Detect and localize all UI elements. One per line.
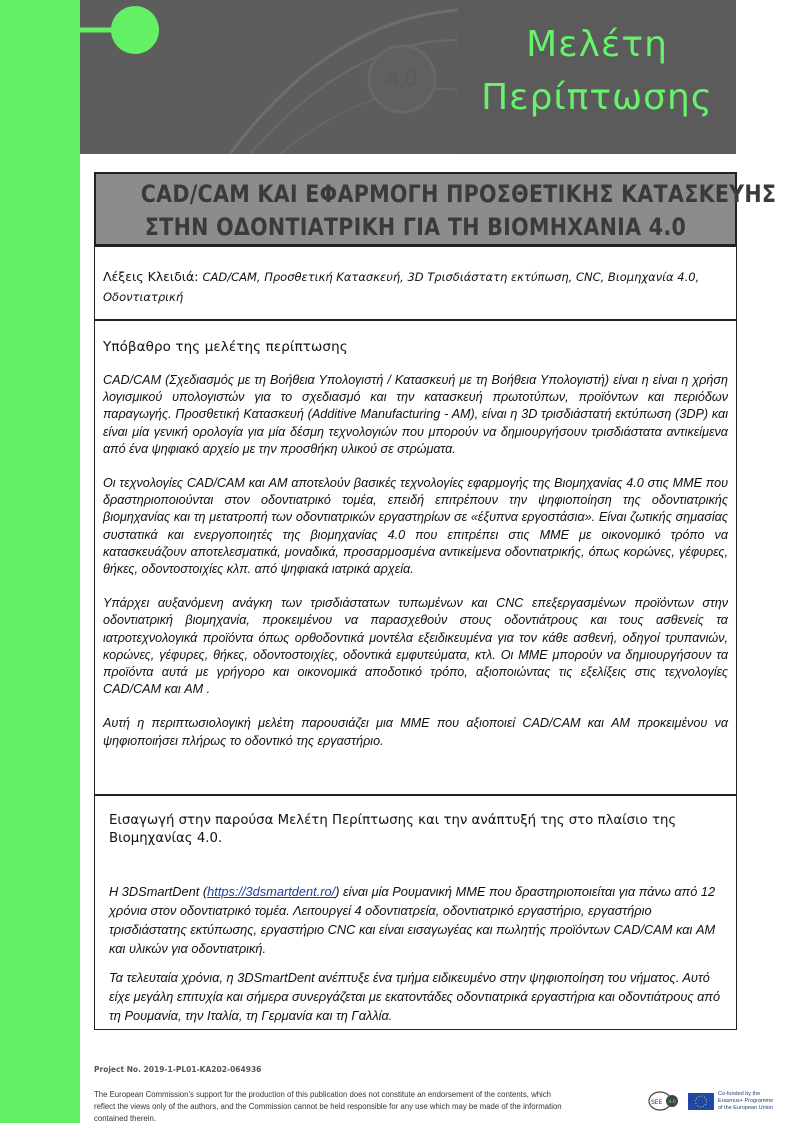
eu-text-line3: of the European Union bbox=[718, 1105, 774, 1111]
introduction-section bbox=[94, 795, 737, 1030]
banner-graphic bbox=[80, 0, 458, 154]
eu-disclaimer: The European Commission's support for the production of this publication does not constitute an endorsement of the contents, which reflect the views only of the authors, and the Commission cannot be held responsible for any use which may be made of the information contained therein. bbox=[94, 1090, 562, 1123]
introduction-paragraph-2: Τα τελευταία χρόνια, η 3DSmartDent ανέπτυξε ένα τμήμα ειδικευμένο στην ψηφιοποίηση του νήματος. Αυτό είχε μεγάλη επιτυχία και σήμερα συνεργάζεται με εκατοντάδες οδοντιατρικά εργαστήρια και οδοντιάτρους από τη Ρουμανία, την Ιταλία, τη Γερμανία και τη Γαλλία. bbox=[109, 970, 721, 1023]
badge-label: 4.0 bbox=[386, 66, 418, 91]
eu-flag-icon bbox=[688, 1093, 714, 1110]
banner-title-line1: Μελέτη bbox=[526, 24, 668, 65]
eu-cofunded-text bbox=[718, 1091, 776, 1112]
see-logo-text: SEE bbox=[651, 1099, 663, 1106]
background-heading: Υπόβαθρο της μελέτης περίπτωσης bbox=[103, 339, 348, 355]
see-logo-badge: 4.0 bbox=[668, 1100, 676, 1105]
document-title-box bbox=[94, 172, 777, 246]
intro-p1-rest: ) είναι μία Ρουμανική ΜΜΕ που δραστηριοποιείται για πάνω από 12 χρόνια στον οδοντιατρικό τομέα. Λειτουργεί 4 οδοντιατρεία, οδοντιατρικό εργαστήριο, εργαστήριο τρισδιάστατης εκτύπωσης, εργαστήριο CNC και είναι εισαγωγέας και πωλητής προϊόντων CAD/CAM και AM και υλικών για οδοντιατρική. bbox=[109, 884, 716, 956]
eu-text-line2: Erasmus+ Programme bbox=[718, 1098, 774, 1104]
eu-text-line1: Co-funded by the bbox=[718, 1091, 761, 1097]
keywords-label: Λέξεις Κλειδιά: bbox=[103, 269, 199, 284]
company-website-link[interactable]: https://3dsmartdent.ro/ bbox=[207, 884, 336, 899]
keywords-section bbox=[94, 246, 737, 320]
background-paragraph-2: Οι τεχνολογίες CAD/CAM και AM αποτελούν βασικές τεχνολογίες εφαρμογής της Βιομηχανίας 4.0 στις ΜΜΕ που δραστηριοποιούνται στον οδοντιατρικό τομέα, επειδή επιτρέπουν την ψηφιοποίηση της οδοντιατρικής βιομηχανίας και τη μετατροπή των οδοντιατρικών εργαστηρίων σε «έξυπνα εργοστάσια». Είναι ζωτικής σημασίας συστατικά και ενεργοποιητές της βιομηχανίας 4.0 που επιτρέπει στις ΜΜΕ με οικονομικό τρόπο να κατασκευάζουν αποτελεσματικά, μοναδικά, προσαρμοσμένα αντικείμενα οδοντιατρικής, όπως κορώνες, γέφυρες, θήκες, οδοντοστοιχίες κλπ. από ψηφιακά ιατρικά αρχεία. bbox=[103, 476, 728, 577]
intro-p1-start: Η 3DSmartDent ( bbox=[109, 884, 208, 899]
banner-title-line2: Περίπτωσης bbox=[481, 77, 713, 118]
left-accent-bar bbox=[0, 0, 80, 1123]
background-paragraph-4: Αυτή η περιπτωσιολογική μελέτη παρουσιάζει μια ΜΜΕ που αξιοποιεί CAD/CAM και AM προκειμένου να ψηφιοποιήσει πλήρως το οδοντικό της εργαστήριο. bbox=[103, 716, 728, 748]
introduction-heading: Εισαγωγή στην παρούσα Μελέτη Περίπτωσης και την ανάπτυξή της στο πλαίσιο της Βιομηχανίας 4.0. bbox=[109, 813, 677, 846]
project-number: Project No. 2019-1-PL01-KA202-064936 bbox=[94, 1065, 262, 1074]
background-paragraph-3: Υπάρχει αυξανόμενη ανάγκη των τρισδιάστατων τυπωμένων και CNC επεξεργασμένων προϊόντων στην οδοντιατρική βιομηχανία, προκειμένου να παρασχεθούν στους οδοντιάτρους και τους ασθενείς τα ιατροτεχνολογικά προϊόντα όπως ορθοδοντικά μοντέλα εξειδικευμένα για τον κάθε ασθενή, οδηγοί τρυπανιών, κορώνες, γέφυρες, θήκες, οδοντοστοιχίες, οδοντικά εμφυτεύματα, κτλ. Οι ΜΜΕ μπορούν να δημιουργήσουν τα προϊόντα αυτά με γρήγορο και οικονομικά αποδοτικό τρόπο, αξιοποιώντας τις εξελίξεις στις τεχνολογίες CAD/CAM και AM . bbox=[103, 596, 728, 697]
keywords-text: CAD/CAM, Προσθετική Κατασκευή, 3D Τρισδιάστατη εκτύπωση, CNC, Βιομηχανία 4.0, Οδοντιατρική bbox=[103, 270, 700, 304]
background-paragraph-1: CAD/CAM (Σχεδιασμός με τη Βοήθεια Υπολογιστή / Κατασκευή με τη Βοήθεια Υπολογιστή) είναι η είναι η χρήση λογισμικού υπολογιστών για το σχεδιασμό και την κατασκευή πρωτοτύπων, προϊόντων και περιόδων παραγωγής. Προσθετική Κατασκευή (Additive Manufacturing - AM), είναι η 3D τρισδιάστατή εκτύπωση (3DP) και είναι μία γενική ορολογία για μία δέσμη τεχνολογιών που μπορούν να δημιουργήσουν τρισδιάστατα αντικείμενα από ένα ψηφιακό αρχείο με την προσθήκη υλικού σε στρώματα. bbox=[103, 373, 728, 456]
introduction-paragraph-1 bbox=[109, 882, 726, 958]
banner-title bbox=[458, 18, 736, 124]
document-title-line2: ΣΤΗΝ ΟΔΟΝΤΙΑΤΡΙΚΗ ΓΙΑ ΤΗ ΒΙΟΜΗΧΑΝΙΑ 4.0 bbox=[144, 213, 687, 241]
see-logo-icon bbox=[648, 1090, 678, 1112]
document-title-line1: CAD/CAM ΚΑΙ ΕΦΑΡΜΟΓΗ ΠΡΟΣΘΕΤΙΚΗΣ ΚΑΤΑΣΚΕΥΗΣ bbox=[140, 180, 777, 208]
background-section bbox=[94, 320, 737, 795]
